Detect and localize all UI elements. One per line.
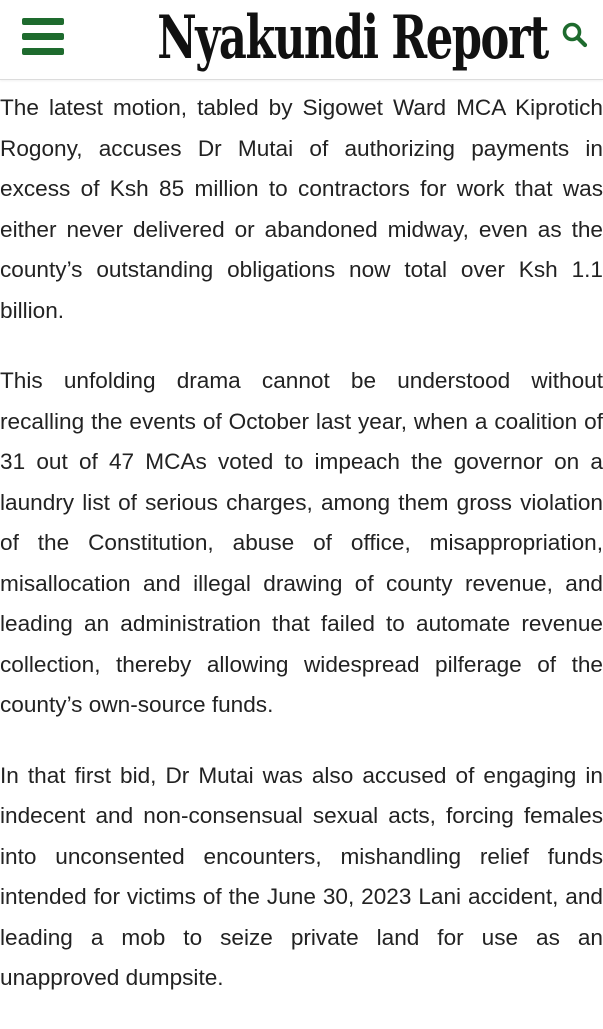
menu-bar (22, 48, 64, 55)
article-paragraph: The latest motion, tabled by Sigowet Ward MCA Kiprotich Rogony, accuses Dr Mutai of authorizing payments in excess of Ksh 85 million to contractors for work that was either never delivered or abandoned midway, even as the county’s outstanding obligations now total over Ksh 1.1 billion. (0, 95, 603, 323)
search-icon[interactable] (561, 21, 589, 49)
menu-bar (22, 18, 64, 25)
site-logo[interactable]: Nyakundi Report (157, 3, 548, 73)
article-paragraph: This unfolding drama cannot be understood without recalling the events of October last year, when a coalition of 31 out of 47 MCAs voted to impeach the governor on a laundry list of serious charges, among them gross violation of the Constitution, abuse of office, misappropriation, misallocation and illegal drawing of county revenue, and leading an administration that failed to automate revenue collection, thereby allowing widespread pilferage of the county’s own-source funds. (0, 368, 603, 717)
hamburger-menu-icon[interactable] (22, 18, 64, 56)
menu-bar (22, 33, 64, 40)
article-body (0, 88, 603, 1029)
article-paragraph: In that first bid, Dr Mutai was also accused of engaging in indecent and non-consensual sexual acts, forcing females into unconsented encounters, mishandling relief funds intended for victims of the June 30, 2023 Lani accident, and leading a mob to seize private land for use as an unapproved dumpsite. (0, 762, 603, 990)
search-icon-graphic (561, 21, 589, 49)
site-header (0, 0, 603, 80)
